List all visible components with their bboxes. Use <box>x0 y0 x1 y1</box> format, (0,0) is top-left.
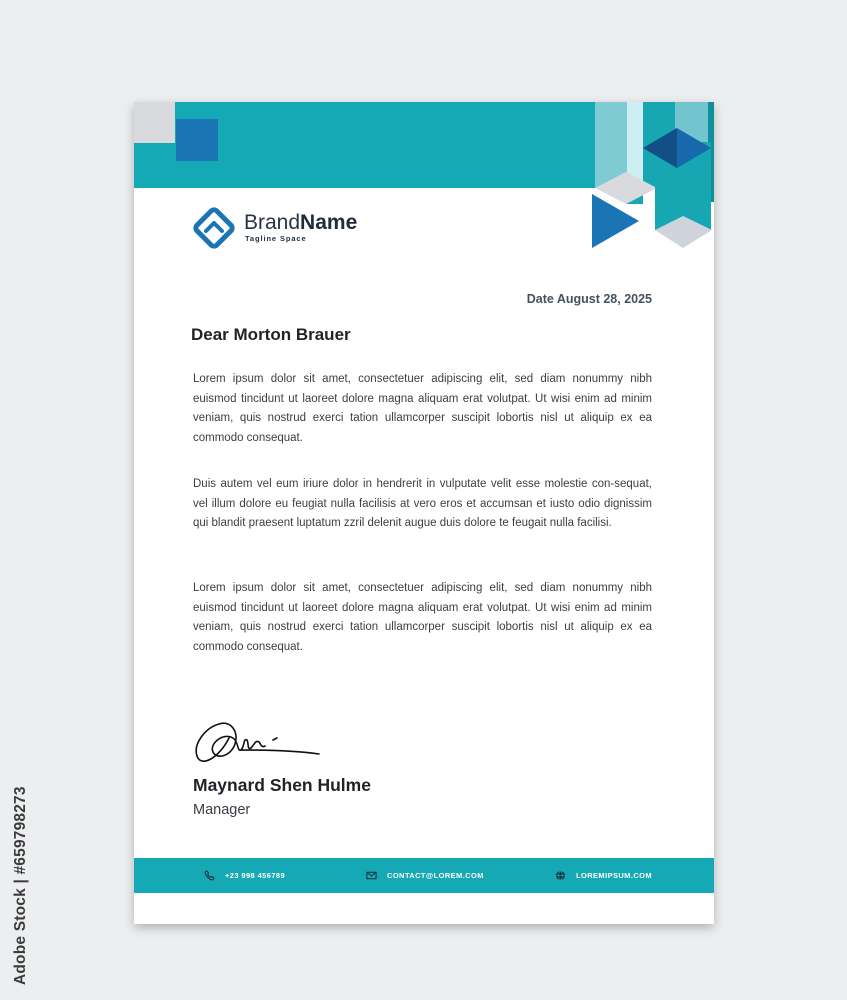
body-paragraph-2: Duis autem vel eum iriure dolor in hendrerit in vulputate velit esse molestie con-sequat, vel illum dolore eu feugiat nulla facilisis at vero eros et accumsan et iusto odio dignissim qui blandit praesent luptatum zzril delenit augue duis dolore te feugait nulla facilisi. <box>193 478 652 529</box>
brand-name-light: Brand <box>244 211 301 234</box>
footer-phone <box>204 858 285 893</box>
phone-icon <box>204 870 215 881</box>
globe-icon <box>555 870 566 881</box>
footer-phone-text: +23 998 456789 <box>225 871 286 880</box>
letter-salutation: Dear Morton Brauer <box>191 325 351 344</box>
footer-website <box>555 858 652 893</box>
letterhead-page <box>134 102 714 924</box>
letter-date: Date August 28, 2025 <box>526 292 652 306</box>
stock-credit-text: Adobe Stock | #659798273 <box>12 786 29 985</box>
brand-tagline: Tagline Space <box>245 234 307 243</box>
footer-website-text: LOREMIPSUM.COM <box>576 871 653 880</box>
signer-title: Manager <box>193 802 251 818</box>
footer-bar <box>134 858 714 893</box>
handwritten-signature <box>189 698 329 772</box>
body-paragraph-3: Lorem ipsum dolor sit amet, consectetuer adipiscing elit, sed diam nonummy nibh euismod tincidunt ut laoreet dolore magna aliquam erat volutpat. Ut wisi enim ad minim veniam, quis nostrud exerci tation ullamcorper suscipit lobortis nisl ut aliquip ex ea commodo consequat. <box>193 582 652 653</box>
brand-logo-icon <box>190 204 238 252</box>
brand-name <box>244 210 357 236</box>
body-paragraph-1: Lorem ipsum dolor sit amet, consectetuer adipiscing elit, sed diam nonummy nibh euismod tincidunt ut laoreet dolore magna aliquam erat volutpat. Ut wisi enim ad minim veniam, quis nostrud exerci tation ullamcorper suscipit lobortis nisl ut aliquip ex ea commodo consequat. <box>193 373 652 444</box>
signer-name: Maynard Shen Hulme <box>193 775 371 795</box>
mail-icon <box>366 870 377 881</box>
footer-email-text: CONTACT@LOREM.COM <box>387 871 484 880</box>
brand-name-bold: Name <box>300 211 358 234</box>
footer-email <box>366 858 484 893</box>
